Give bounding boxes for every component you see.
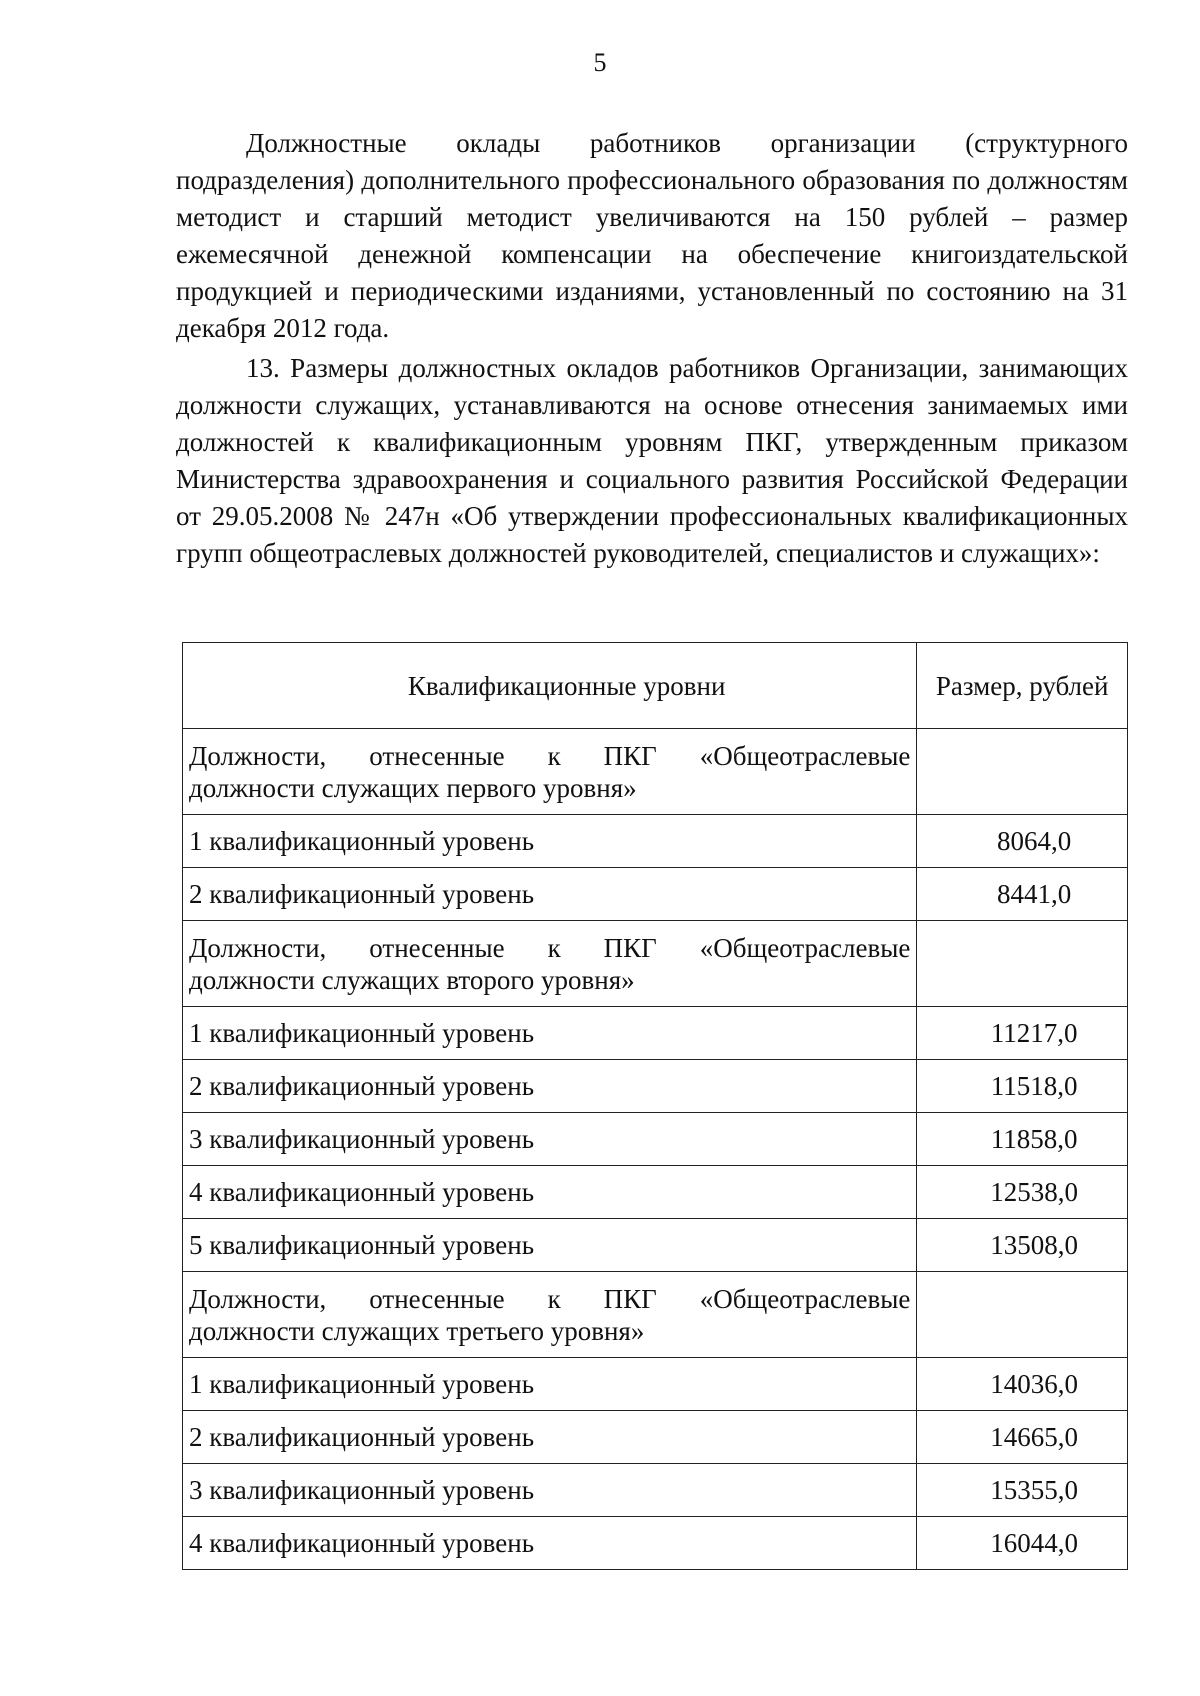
level-cell: 4 квалификационный уровень — [183, 1166, 917, 1219]
level-cell: 1 квалификационный уровень — [183, 1007, 917, 1060]
size-cell: 15355,0 — [917, 1464, 1128, 1517]
paragraph-text: 13. Размеры должностных окладов работников Организации, занимающих должности служащих, устанавливаются на основе отнесения занимаемых ими должностей к квалификационным уровням ПКГ, утвержденным приказом Министерства здравоохранения и социального развития Российской Федерации от 29.05.2008 № 247н «Об утверждении профессиональных квалификационных групп общеотраслевых должностей руководителей, специалистов и служащих»: — [176, 353, 1128, 568]
group-title-line2: должности служащих первого уровня» — [189, 772, 637, 803]
group-title — [183, 1272, 917, 1358]
table-row — [183, 815, 1128, 868]
size-cell: 8064,0 — [917, 815, 1128, 868]
level-cell: 2 квалификационный уровень — [183, 868, 917, 921]
group-title — [183, 729, 917, 815]
size-cell: 11518,0 — [917, 1060, 1128, 1113]
level-cell: 1 квалификационный уровень — [183, 1358, 917, 1411]
level-cell: 1 квалификационный уровень — [183, 815, 917, 868]
table-group-row — [183, 729, 1128, 815]
table-group-row — [183, 921, 1128, 1007]
level-cell: 5 квалификационный уровень — [183, 1219, 917, 1272]
group-word: ПКГ — [603, 740, 657, 771]
paragraph-salary-rules — [176, 350, 1128, 572]
group-word: к — [547, 932, 561, 963]
size-cell: 14036,0 — [917, 1358, 1128, 1411]
group-word: отнесенные — [369, 740, 505, 771]
page-number: 5 — [593, 48, 607, 77]
level-cell: 2 квалификационный уровень — [183, 1060, 917, 1113]
table-row — [183, 1007, 1128, 1060]
size-cell: 8441,0 — [917, 868, 1128, 921]
table-row — [183, 868, 1128, 921]
paragraph-text: Должностные оклады работников организации (структурного подразделения) дополнительного профессионального образования по должностям методист и старший методист увеличиваются на 150 рублей – размер ежемесячной денежной компенсации на обеспечение книгоиздательской продукцией и периодическими изданиями, установленный по состоянию на 31 декабря 2012 года. — [176, 128, 1128, 343]
table-row — [183, 1464, 1128, 1517]
table-row — [183, 1113, 1128, 1166]
level-cell: 3 квалификационный уровень — [183, 1464, 917, 1517]
group-word: ПКГ — [603, 1283, 657, 1314]
group-word: «Общеотраслевые — [699, 740, 911, 771]
group-word: к — [547, 1283, 561, 1314]
group-title — [183, 921, 917, 1007]
table-row — [183, 1060, 1128, 1113]
table-body — [183, 729, 1128, 1570]
table-row — [183, 1219, 1128, 1272]
size-cell: 16044,0 — [917, 1517, 1128, 1570]
group-word: Должности, — [189, 1283, 327, 1314]
group-word: Должности, — [189, 932, 327, 963]
header-qualification-levels: Квалификационные уровни — [183, 643, 917, 729]
level-cell: 2 квалификационный уровень — [183, 1411, 917, 1464]
level-cell: 4 квалификационный уровень — [183, 1517, 917, 1570]
group-word: «Общеотраслевые — [699, 1283, 911, 1314]
group-size-empty — [917, 1272, 1128, 1358]
group-title-line2: должности служащих второго уровня» — [189, 964, 635, 995]
table-row — [183, 1411, 1128, 1464]
group-size-empty — [917, 729, 1128, 815]
table-row — [183, 1166, 1128, 1219]
size-cell: 14665,0 — [917, 1411, 1128, 1464]
header-size-rubles: Размер, рублей — [917, 643, 1128, 729]
group-word: Должности, — [189, 740, 327, 771]
group-word: отнесенные — [369, 1283, 505, 1314]
size-cell: 13508,0 — [917, 1219, 1128, 1272]
paragraph-methodist-salary — [176, 125, 1128, 347]
size-cell: 11217,0 — [917, 1007, 1128, 1060]
qualification-levels-table — [182, 642, 1128, 1570]
table-row — [183, 1358, 1128, 1411]
level-cell: 3 квалификационный уровень — [183, 1113, 917, 1166]
group-word: ПКГ — [603, 932, 657, 963]
group-title-line2: должности служащих третьего уровня» — [189, 1315, 645, 1346]
group-word: к — [547, 740, 561, 771]
table-header-row — [183, 643, 1128, 729]
group-word: отнесенные — [369, 932, 505, 963]
size-cell: 12538,0 — [917, 1166, 1128, 1219]
group-size-empty — [917, 921, 1128, 1007]
table-group-row — [183, 1272, 1128, 1358]
table-row — [183, 1517, 1128, 1570]
size-cell: 11858,0 — [917, 1113, 1128, 1166]
group-word: «Общеотраслевые — [699, 932, 911, 963]
